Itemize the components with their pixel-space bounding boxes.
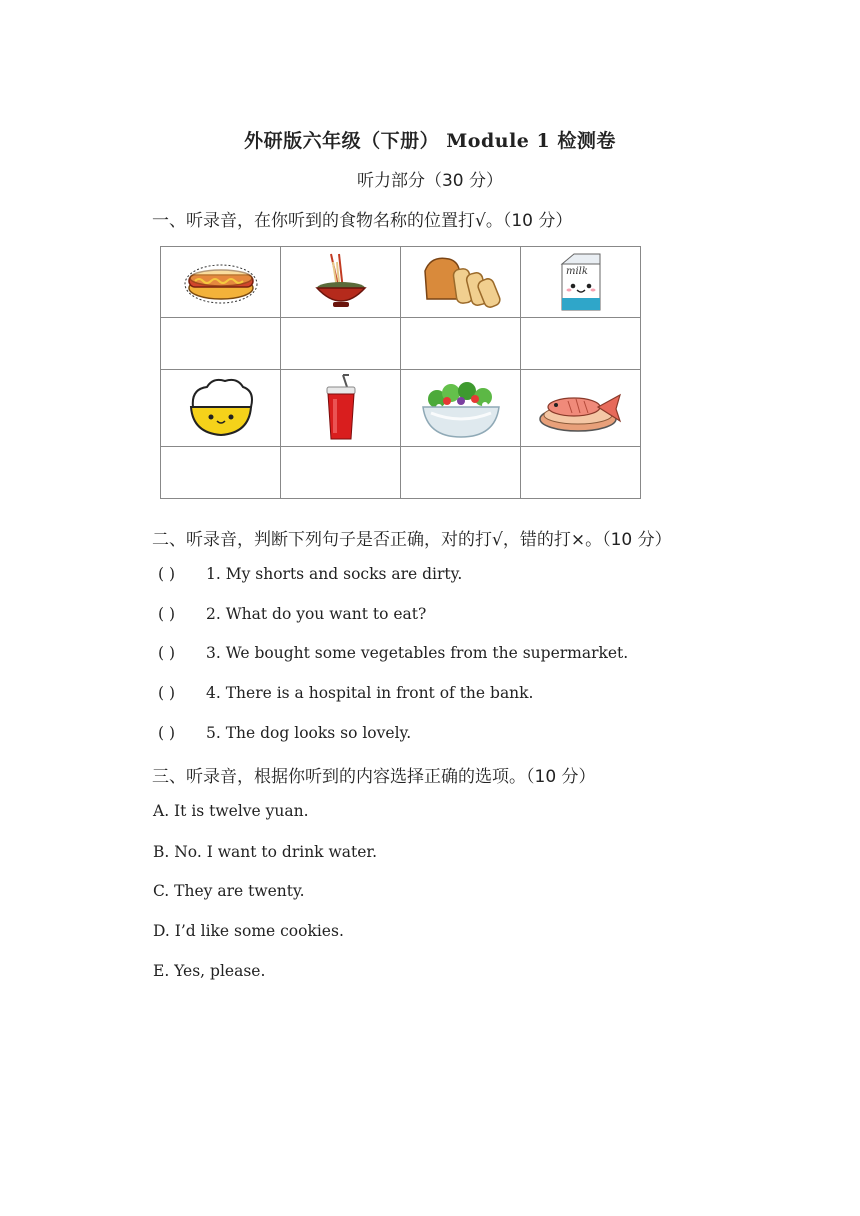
section-3-heading: 三、听录音，根据你听到的内容选择正确的选项。（10 分） bbox=[152, 767, 596, 787]
judgement-text: 5. The dog looks so lovely. bbox=[206, 724, 412, 742]
food-picture-table bbox=[160, 246, 641, 499]
answer-cell[interactable] bbox=[521, 318, 641, 370]
answer-blank[interactable]: ( ) bbox=[158, 605, 176, 623]
answer-blank[interactable]: ( ) bbox=[158, 565, 176, 583]
answer-cell[interactable] bbox=[161, 447, 281, 499]
answer-cell[interactable] bbox=[281, 447, 401, 499]
answer-cell[interactable] bbox=[161, 318, 281, 370]
food-cell-hot-dog bbox=[161, 247, 281, 318]
answer-cell[interactable] bbox=[281, 318, 401, 370]
answer-cell[interactable] bbox=[401, 318, 521, 370]
page-title: 外研版六年级（下册） Module 1 检测卷 bbox=[244, 130, 616, 152]
section-2-heading: 二、听录音，判断下列句子是否正确，对的打√，错的打×。（10 分） bbox=[152, 530, 672, 550]
food-cell-rice bbox=[161, 370, 281, 447]
judgement-item bbox=[158, 684, 533, 702]
choice-option-c: C. They are twenty. bbox=[153, 882, 305, 900]
judgement-text: 2. What do you want to eat? bbox=[206, 605, 427, 623]
page-subtitle: 听力部分（30 分） bbox=[356, 171, 504, 191]
food-cell-bread bbox=[401, 247, 521, 318]
food-cell-fish bbox=[521, 370, 641, 447]
judgement-text: 3. We bought some vegetables from the supermarket. bbox=[206, 644, 629, 662]
rice-bowl-icon bbox=[185, 375, 257, 441]
salad-bowl-icon bbox=[417, 375, 505, 441]
section-1-heading: 一、听录音，在你听到的食物名称的位置打√。（10 分） bbox=[152, 211, 573, 231]
choice-option-b: B. No. I want to drink water. bbox=[153, 843, 378, 861]
answer-cell[interactable] bbox=[521, 447, 641, 499]
choice-option-e: E. Yes, please. bbox=[153, 962, 266, 980]
milk-carton-icon bbox=[552, 250, 610, 314]
food-cell-noodles bbox=[281, 247, 401, 318]
judgement-text: 1. My shorts and socks are dirty. bbox=[206, 565, 463, 583]
bread-icon bbox=[419, 251, 503, 313]
judgement-item bbox=[158, 605, 426, 623]
answer-blank[interactable]: ( ) bbox=[158, 724, 176, 742]
fish-dish-icon bbox=[534, 377, 628, 439]
noodles-icon bbox=[309, 250, 373, 314]
answer-blank[interactable]: ( ) bbox=[158, 644, 176, 662]
choice-option-a: A. It is twelve yuan. bbox=[153, 802, 309, 820]
choice-option-d: D. I’d like some cookies. bbox=[153, 922, 344, 940]
hot-dog-icon bbox=[181, 254, 261, 310]
answer-cell[interactable] bbox=[401, 447, 521, 499]
cola-cup-icon bbox=[321, 373, 361, 443]
judgement-item bbox=[158, 644, 628, 662]
answer-blank[interactable]: ( ) bbox=[158, 684, 176, 702]
judgement-text: 4. There is a hospital in front of the bank. bbox=[206, 684, 534, 702]
judgement-item bbox=[158, 724, 411, 742]
food-cell-milk bbox=[521, 247, 641, 318]
milk-label: milk bbox=[565, 266, 588, 277]
food-cell-cola bbox=[281, 370, 401, 447]
judgement-item bbox=[158, 565, 462, 583]
food-cell-salad bbox=[401, 370, 521, 447]
